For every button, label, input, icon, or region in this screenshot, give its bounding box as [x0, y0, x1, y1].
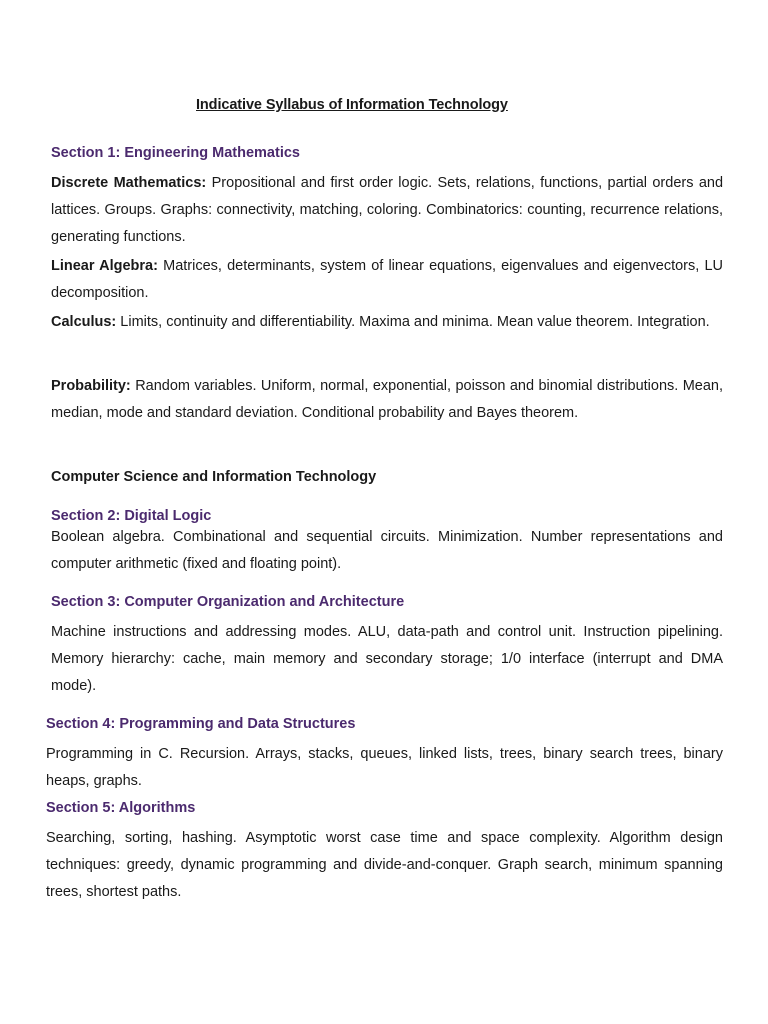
linear-algebra-paragraph — [51, 253, 723, 307]
section-3-heading: Section 3: Computer Organization and Architecture — [51, 594, 405, 610]
discrete-mathematics-text: Propositional and first order logic. Sets, relations, functions, partial orders and lattices. Groups. Graphs: connectivity, matching, coloring. Combinatorics: counting, recurrence relations, generating functions. — [51, 175, 724, 245]
section-3-paragraph: Machine instructions and addressing modes. ALU, data-path and control unit. Instruction pipelining. Memory hierarchy: cache, main memory and secondary storage; 1/0 interface (interrupt and DMA mode). — [51, 624, 723, 694]
calculus-text: Limits, continuity and differentiability. Maxima and minima. Mean value theorem. Integration. — [120, 314, 710, 330]
section-5-heading: Section 5: Algorithms — [46, 800, 196, 816]
linear-algebra-label: Linear Algebra: — [51, 258, 158, 274]
discrete-mathematics-label: Discrete Mathematics: — [51, 175, 207, 191]
calculus-label: Calculus: — [51, 314, 117, 330]
probability-text: Random variables. Uniform, normal, exponential, poisson and binomial distributions. Mean, median, mode and standard deviation. Conditional probability and Bayes theorem. — [51, 378, 724, 421]
probability-label: Probability: — [51, 378, 131, 394]
section-1-heading: Section 1: Engineering Mathematics — [51, 145, 300, 161]
document-title: Indicative Syllabus of Information Technology — [196, 97, 508, 113]
section-2-paragraph: Boolean algebra. Combinational and sequential circuits. Minimization. Number representations and computer arithmetic (fixed and floating point). — [51, 529, 723, 572]
discrete-mathematics-paragraph — [51, 170, 723, 251]
section-2-heading: Section 2: Digital Logic — [51, 508, 212, 524]
section-4-heading: Section 4: Programming and Data Structures — [46, 716, 356, 732]
calculus-paragraph — [51, 309, 723, 336]
section-4-paragraph: Programming in C. Recursion. Arrays, stacks, queues, linked lists, trees, binary search trees, binary heaps, graphs. — [46, 746, 723, 789]
cs-it-heading: Computer Science and Information Technology — [51, 469, 377, 485]
section-5-paragraph: Searching, sorting, hashing. Asymptotic worst case time and space complexity. Algorithm design techniques: greedy, dynamic programming and divide-and-conquer. Graph search, minimum spanning trees, shortest paths. — [46, 830, 723, 900]
linear-algebra-text: Matrices, determinants, system of linear equations, eigenvalues and eigenvectors, LU decomposition. — [51, 258, 723, 301]
probability-paragraph — [51, 373, 723, 427]
